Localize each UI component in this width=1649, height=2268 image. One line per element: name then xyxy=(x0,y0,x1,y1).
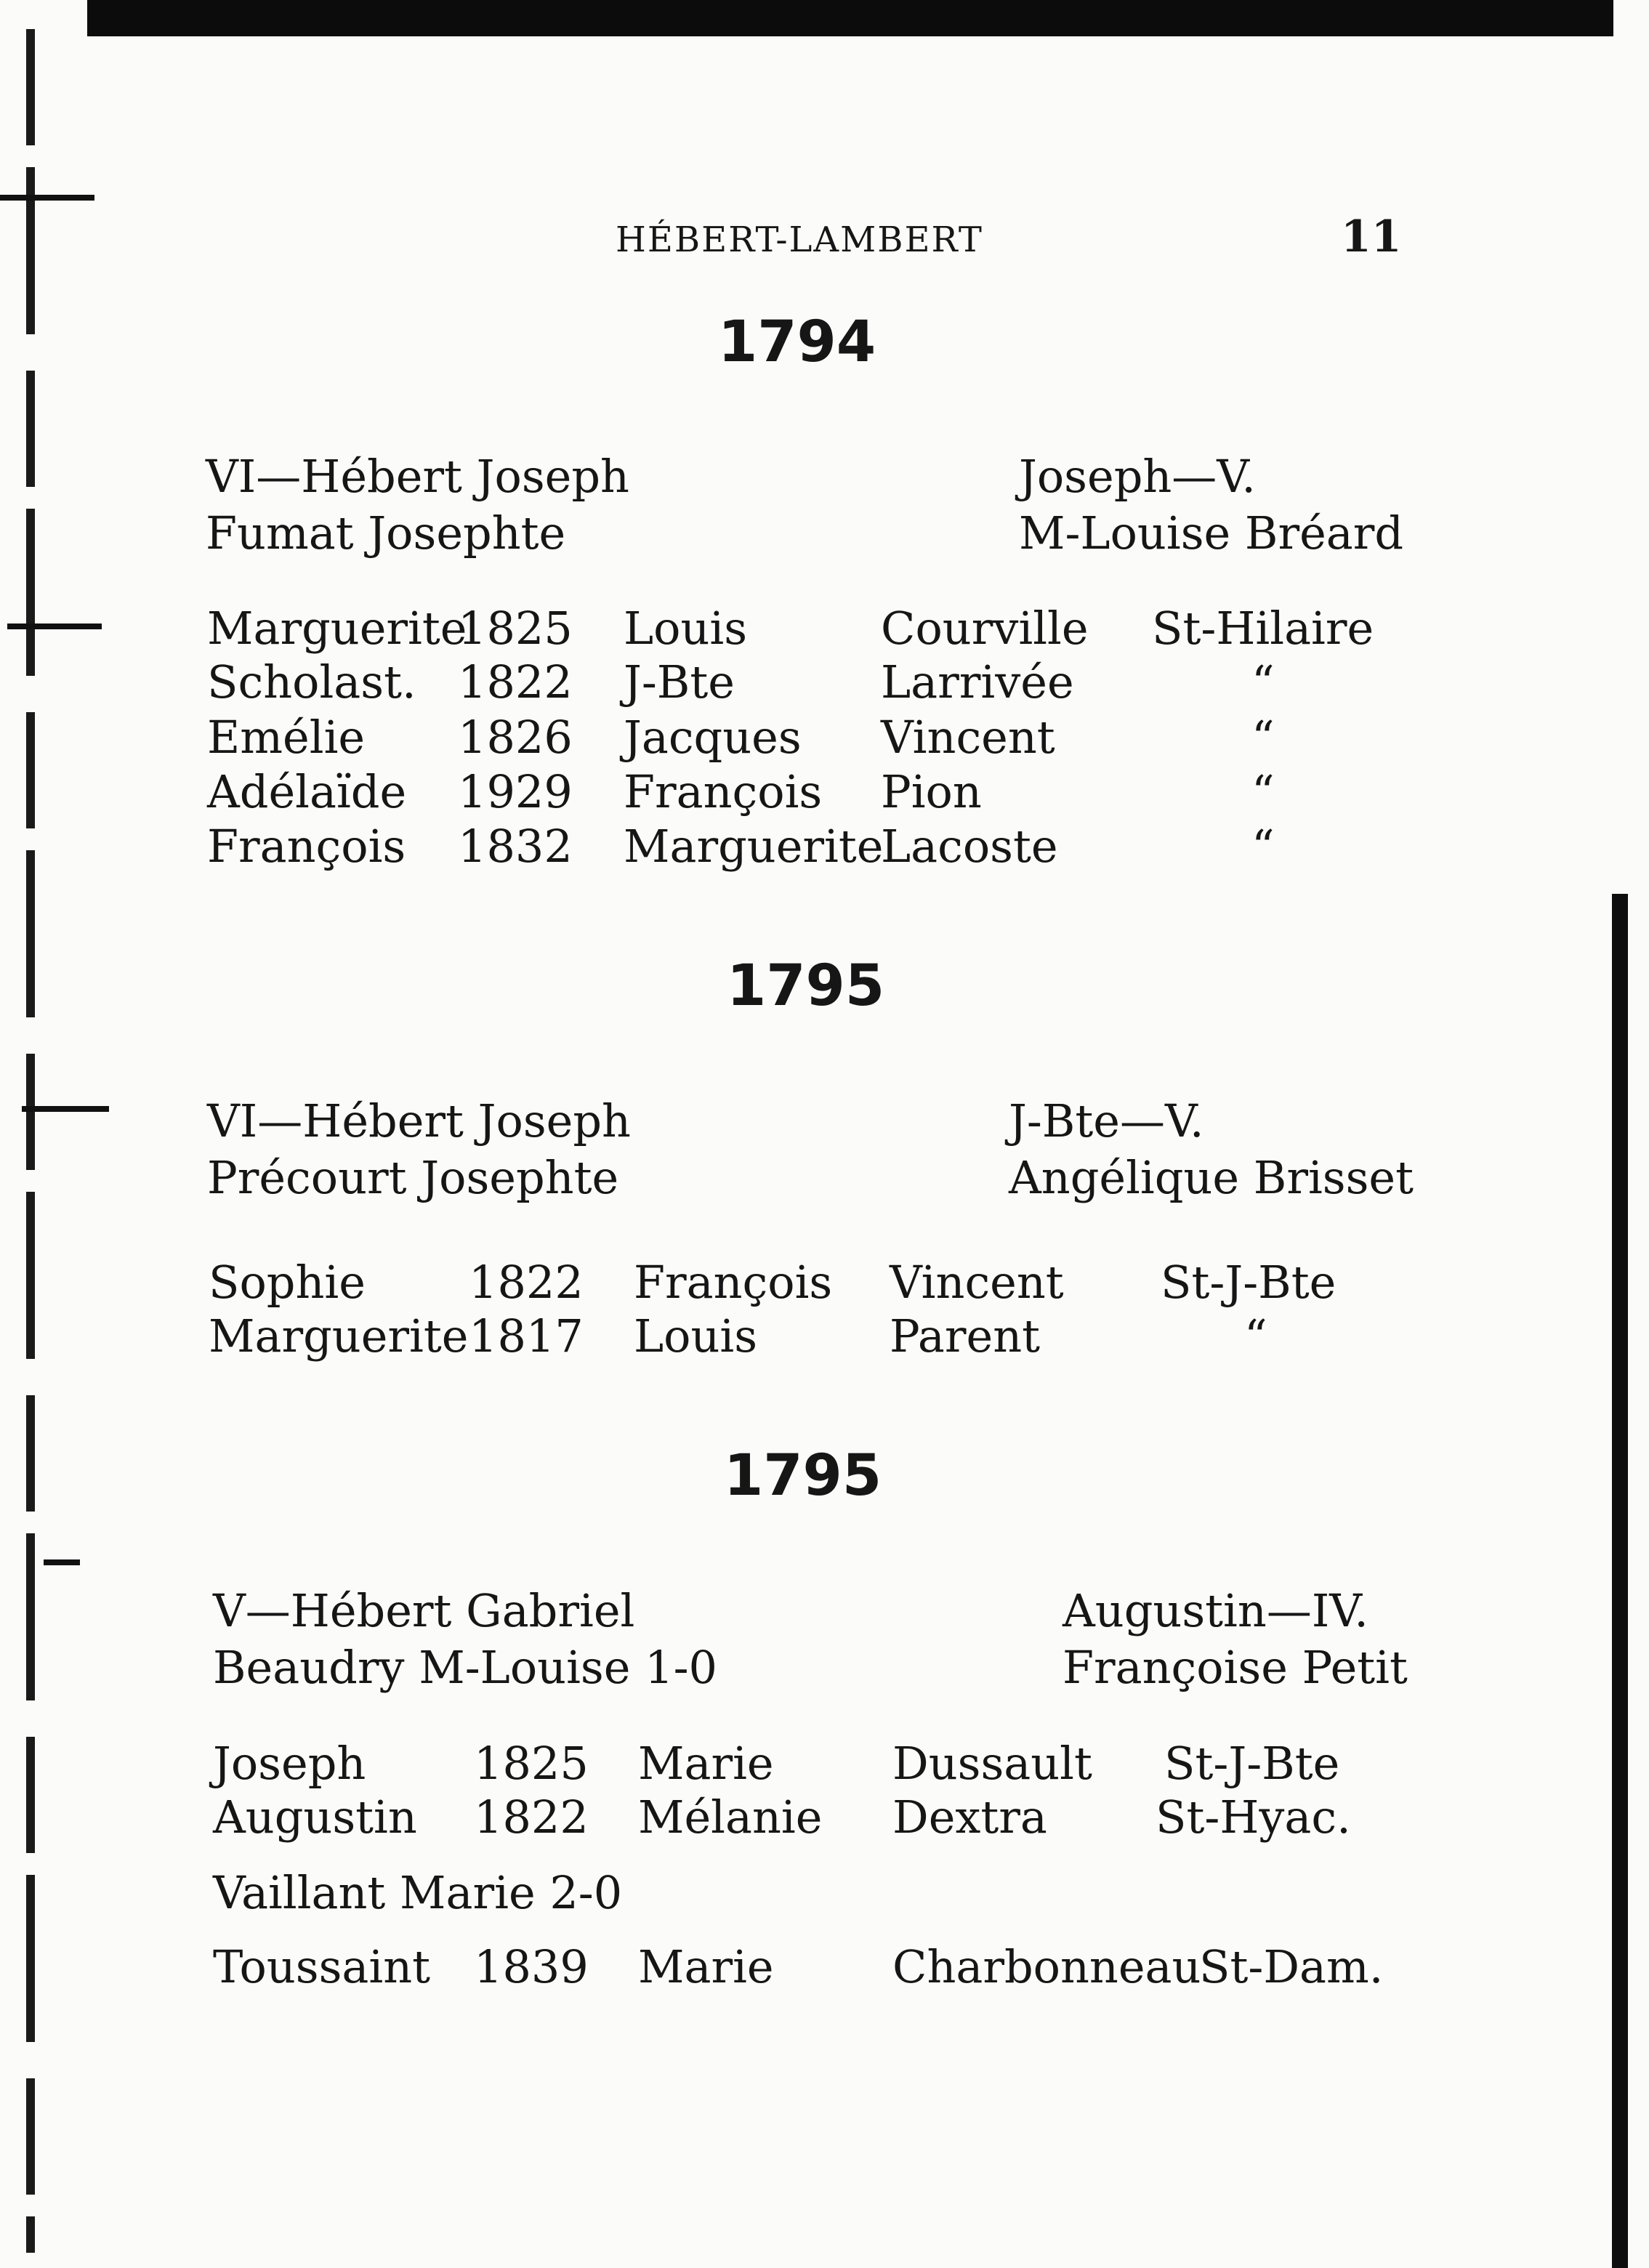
child-marriage-year: 1825 xyxy=(474,1737,589,1790)
husband-parents: J-Bte—V. xyxy=(1009,1094,1204,1147)
running-head: HÉBERT-LAMBERT xyxy=(616,219,983,260)
child-name: Sophie xyxy=(209,1256,366,1309)
spouse-last-name: Vincent xyxy=(890,1256,1064,1309)
second-wife-name: Vaillant Marie 2-0 xyxy=(213,1866,623,1919)
spouse-first-name: Jacques xyxy=(624,711,802,764)
child-marriage-year: 1826 xyxy=(458,711,573,764)
edge-mark xyxy=(22,1106,109,1112)
spouse-first-name: Marie xyxy=(638,1940,774,1993)
child-marriage-year: 1822 xyxy=(474,1791,589,1844)
spouse-last-name: Dextra xyxy=(892,1791,1047,1844)
spouse-last-name: Courville xyxy=(881,602,1089,655)
child-marriage-year: 1817 xyxy=(469,1309,584,1363)
parish: St-Hyac. xyxy=(1156,1791,1351,1844)
top-border-scan xyxy=(87,0,1613,36)
marriage-year: 1794 xyxy=(718,310,876,375)
child-name: Scholast. xyxy=(207,655,416,709)
child-name: François xyxy=(207,820,406,873)
husband-parents: Joseph—V. xyxy=(1019,450,1256,503)
spouse-last-name: Pion xyxy=(881,765,982,818)
right-edge-scan xyxy=(1612,894,1628,2268)
left-edge-scan xyxy=(26,29,35,2253)
husband-parents: Augustin—IV. xyxy=(1063,1584,1368,1637)
parish: St-J-Bte xyxy=(1161,1256,1336,1309)
edge-mark xyxy=(7,624,102,629)
spouse-last-name: Lacoste xyxy=(881,820,1058,873)
parish-ditto: “ xyxy=(1251,765,1275,818)
spouse-first-name: Mélanie xyxy=(638,1791,823,1844)
spouse-first-name: Marguerite xyxy=(624,820,884,873)
spouse-last-name: Dussault xyxy=(892,1737,1092,1790)
child-name: Marguerite xyxy=(209,1309,469,1363)
edge-mark xyxy=(44,1559,80,1565)
spouse-first-name: J-Bte xyxy=(624,655,735,709)
spouse-last-name: Larrivée xyxy=(881,655,1074,709)
child-name: Marguerite xyxy=(207,602,467,655)
edge-mark xyxy=(0,195,94,201)
parish-ditto: “ xyxy=(1244,1309,1267,1363)
parish-ditto: “ xyxy=(1251,820,1275,873)
spouse-last-name: Vincent xyxy=(881,711,1055,764)
spouse-first-name: François xyxy=(624,765,823,818)
spouse-first-name: François xyxy=(634,1256,833,1309)
spouse-last-name: Parent xyxy=(890,1309,1041,1363)
child-marriage-year: 1839 xyxy=(474,1940,589,1993)
wife-name: Beaudry M-Louise 1-0 xyxy=(213,1641,717,1694)
marriage-year: 1795 xyxy=(727,953,885,1019)
marriage-year: 1795 xyxy=(724,1443,882,1509)
parish-ditto: “ xyxy=(1251,655,1275,709)
spouse-first-name: Louis xyxy=(634,1309,758,1363)
wife-parents: Angélique Brisset xyxy=(1009,1151,1414,1204)
husband-name: VI—Hébert Joseph xyxy=(206,450,629,503)
spouse-last-name: Charbonneau xyxy=(892,1940,1201,1993)
child-marriage-year: 1832 xyxy=(458,820,573,873)
parish: St-Hilaire xyxy=(1152,602,1374,655)
parish: St-J-Bte xyxy=(1164,1737,1340,1790)
child-name: Adélaïde xyxy=(207,765,407,818)
husband-name: V—Hébert Gabriel xyxy=(213,1584,635,1637)
wife-name: Précourt Josephte xyxy=(207,1151,619,1204)
child-name: Toussaint xyxy=(213,1940,431,1993)
child-marriage-year: 1825 xyxy=(458,602,573,655)
page-number: 11 xyxy=(1341,211,1402,262)
child-marriage-year: 1822 xyxy=(469,1256,584,1309)
child-name: Augustin xyxy=(213,1791,417,1844)
spouse-first-name: Louis xyxy=(624,602,748,655)
spouse-first-name: Marie xyxy=(638,1737,774,1790)
husband-name: VI—Hébert Joseph xyxy=(207,1094,631,1147)
child-marriage-year: 1822 xyxy=(458,655,573,709)
child-name: Emélie xyxy=(207,711,366,764)
wife-parents: Françoise Petit xyxy=(1063,1641,1408,1694)
parish-ditto: “ xyxy=(1251,711,1275,764)
wife-name: Fumat Josephte xyxy=(206,507,566,560)
child-name: Joseph xyxy=(213,1737,366,1790)
wife-parents: M-Louise Bréard xyxy=(1019,507,1404,560)
child-marriage-year: 1929 xyxy=(458,765,573,818)
parish: St-Dam. xyxy=(1199,1940,1384,1993)
